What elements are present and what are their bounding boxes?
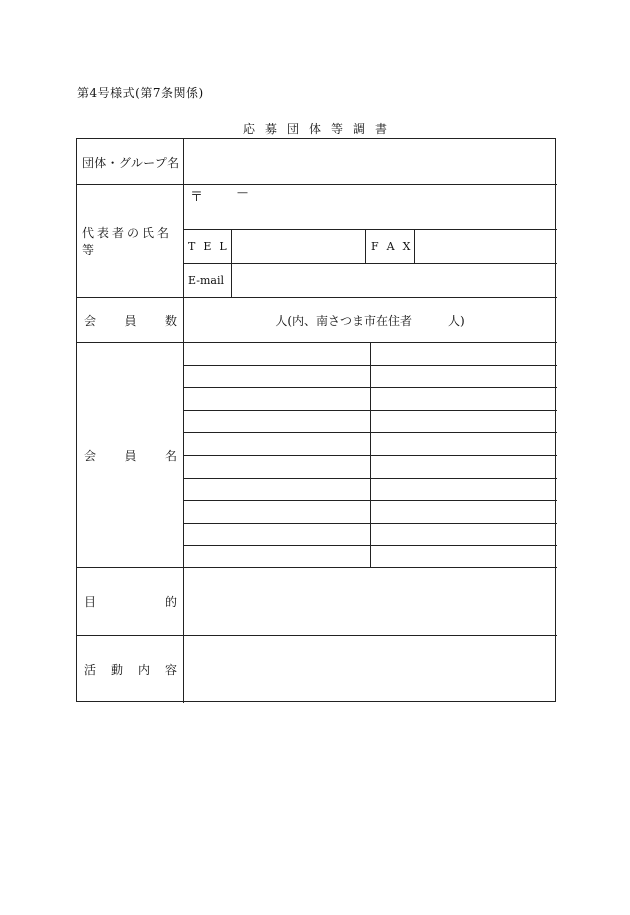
member-name-input[interactable] [184,479,369,500]
member-count-label [77,298,183,342]
label-char: 員 [124,313,137,328]
label-char: 名 [164,449,177,463]
member-name-input[interactable] [371,366,556,387]
label-char: 目 [84,595,97,609]
form-number: 第4号様式(第7条関係) [77,86,204,100]
label-char: A [386,239,395,253]
member-name-input[interactable] [184,411,369,432]
member-name-input[interactable] [371,501,556,522]
label-char: 応 [242,122,255,136]
member-name-input[interactable] [371,546,556,567]
application-form-table [76,138,556,702]
member-name-input[interactable] [371,411,556,432]
form-title [0,120,630,137]
fax-input[interactable] [415,230,556,262]
fax-divider [414,229,415,263]
member-name-input[interactable] [184,546,369,567]
label-char: 員 [124,449,137,463]
label-char: 調 [353,122,366,136]
group-name-input[interactable] [184,140,556,184]
member-name-input[interactable] [184,501,369,522]
member-names-label [77,343,183,568]
member-name-input[interactable] [184,343,369,364]
member-name-input[interactable] [371,479,556,500]
label-char: 書 [375,122,388,136]
label-char: 的 [164,595,177,609]
label-char: 会 [84,313,97,328]
label-char: 数 [164,313,177,328]
label-char: T [188,239,196,253]
tel-input[interactable] [232,230,365,262]
member-name-input[interactable] [371,524,556,545]
member-name-input[interactable] [371,433,556,454]
label-char: 会 [84,449,97,463]
activity-label [77,636,183,703]
tel-label [188,229,227,263]
member-name-input[interactable] [371,388,556,409]
member-count-text [184,298,556,342]
member-name-input[interactable] [371,456,556,477]
member-name-input[interactable] [184,524,369,545]
label-char: 募 [264,122,277,136]
member-name-input[interactable] [184,433,369,454]
purpose-label [77,568,183,635]
tel-value-divider [365,229,366,263]
postal-dash: — [237,186,248,199]
label-char: E [203,239,212,253]
label-char: 団 [286,122,299,136]
member-name-input[interactable] [184,456,369,477]
label-char: X [402,239,411,253]
group-name-label: 団体・グループ名 [82,155,180,170]
label-char: 活 [84,663,97,677]
label-char: 容 [164,663,177,677]
email-input[interactable] [232,264,556,296]
member-name-input[interactable] [371,343,556,364]
member-count-text-end: 人) [448,313,465,328]
label-char: 体 [308,122,321,136]
label-char: 動 [110,663,123,677]
member-name-input[interactable] [184,388,369,409]
activity-input[interactable] [184,637,556,701]
representative-label: 代表者の氏名等 [82,226,173,257]
member-name-input[interactable] [184,366,369,387]
postal-address-input[interactable] [184,201,556,227]
label-column-divider [183,139,184,703]
label-char: 等 [331,122,344,136]
label-char: L [219,239,227,253]
member-count-text-start: 人(内、南さつま市在住者 [275,313,412,328]
label-char: 内 [137,663,150,677]
fax-label [371,229,410,263]
tel-divider [231,229,232,297]
label-char: F [371,239,379,253]
purpose-input[interactable] [184,569,556,634]
email-label: E-mail [188,273,224,287]
member-names-grid [183,342,557,568]
postal-mark: 〒 [190,190,204,205]
